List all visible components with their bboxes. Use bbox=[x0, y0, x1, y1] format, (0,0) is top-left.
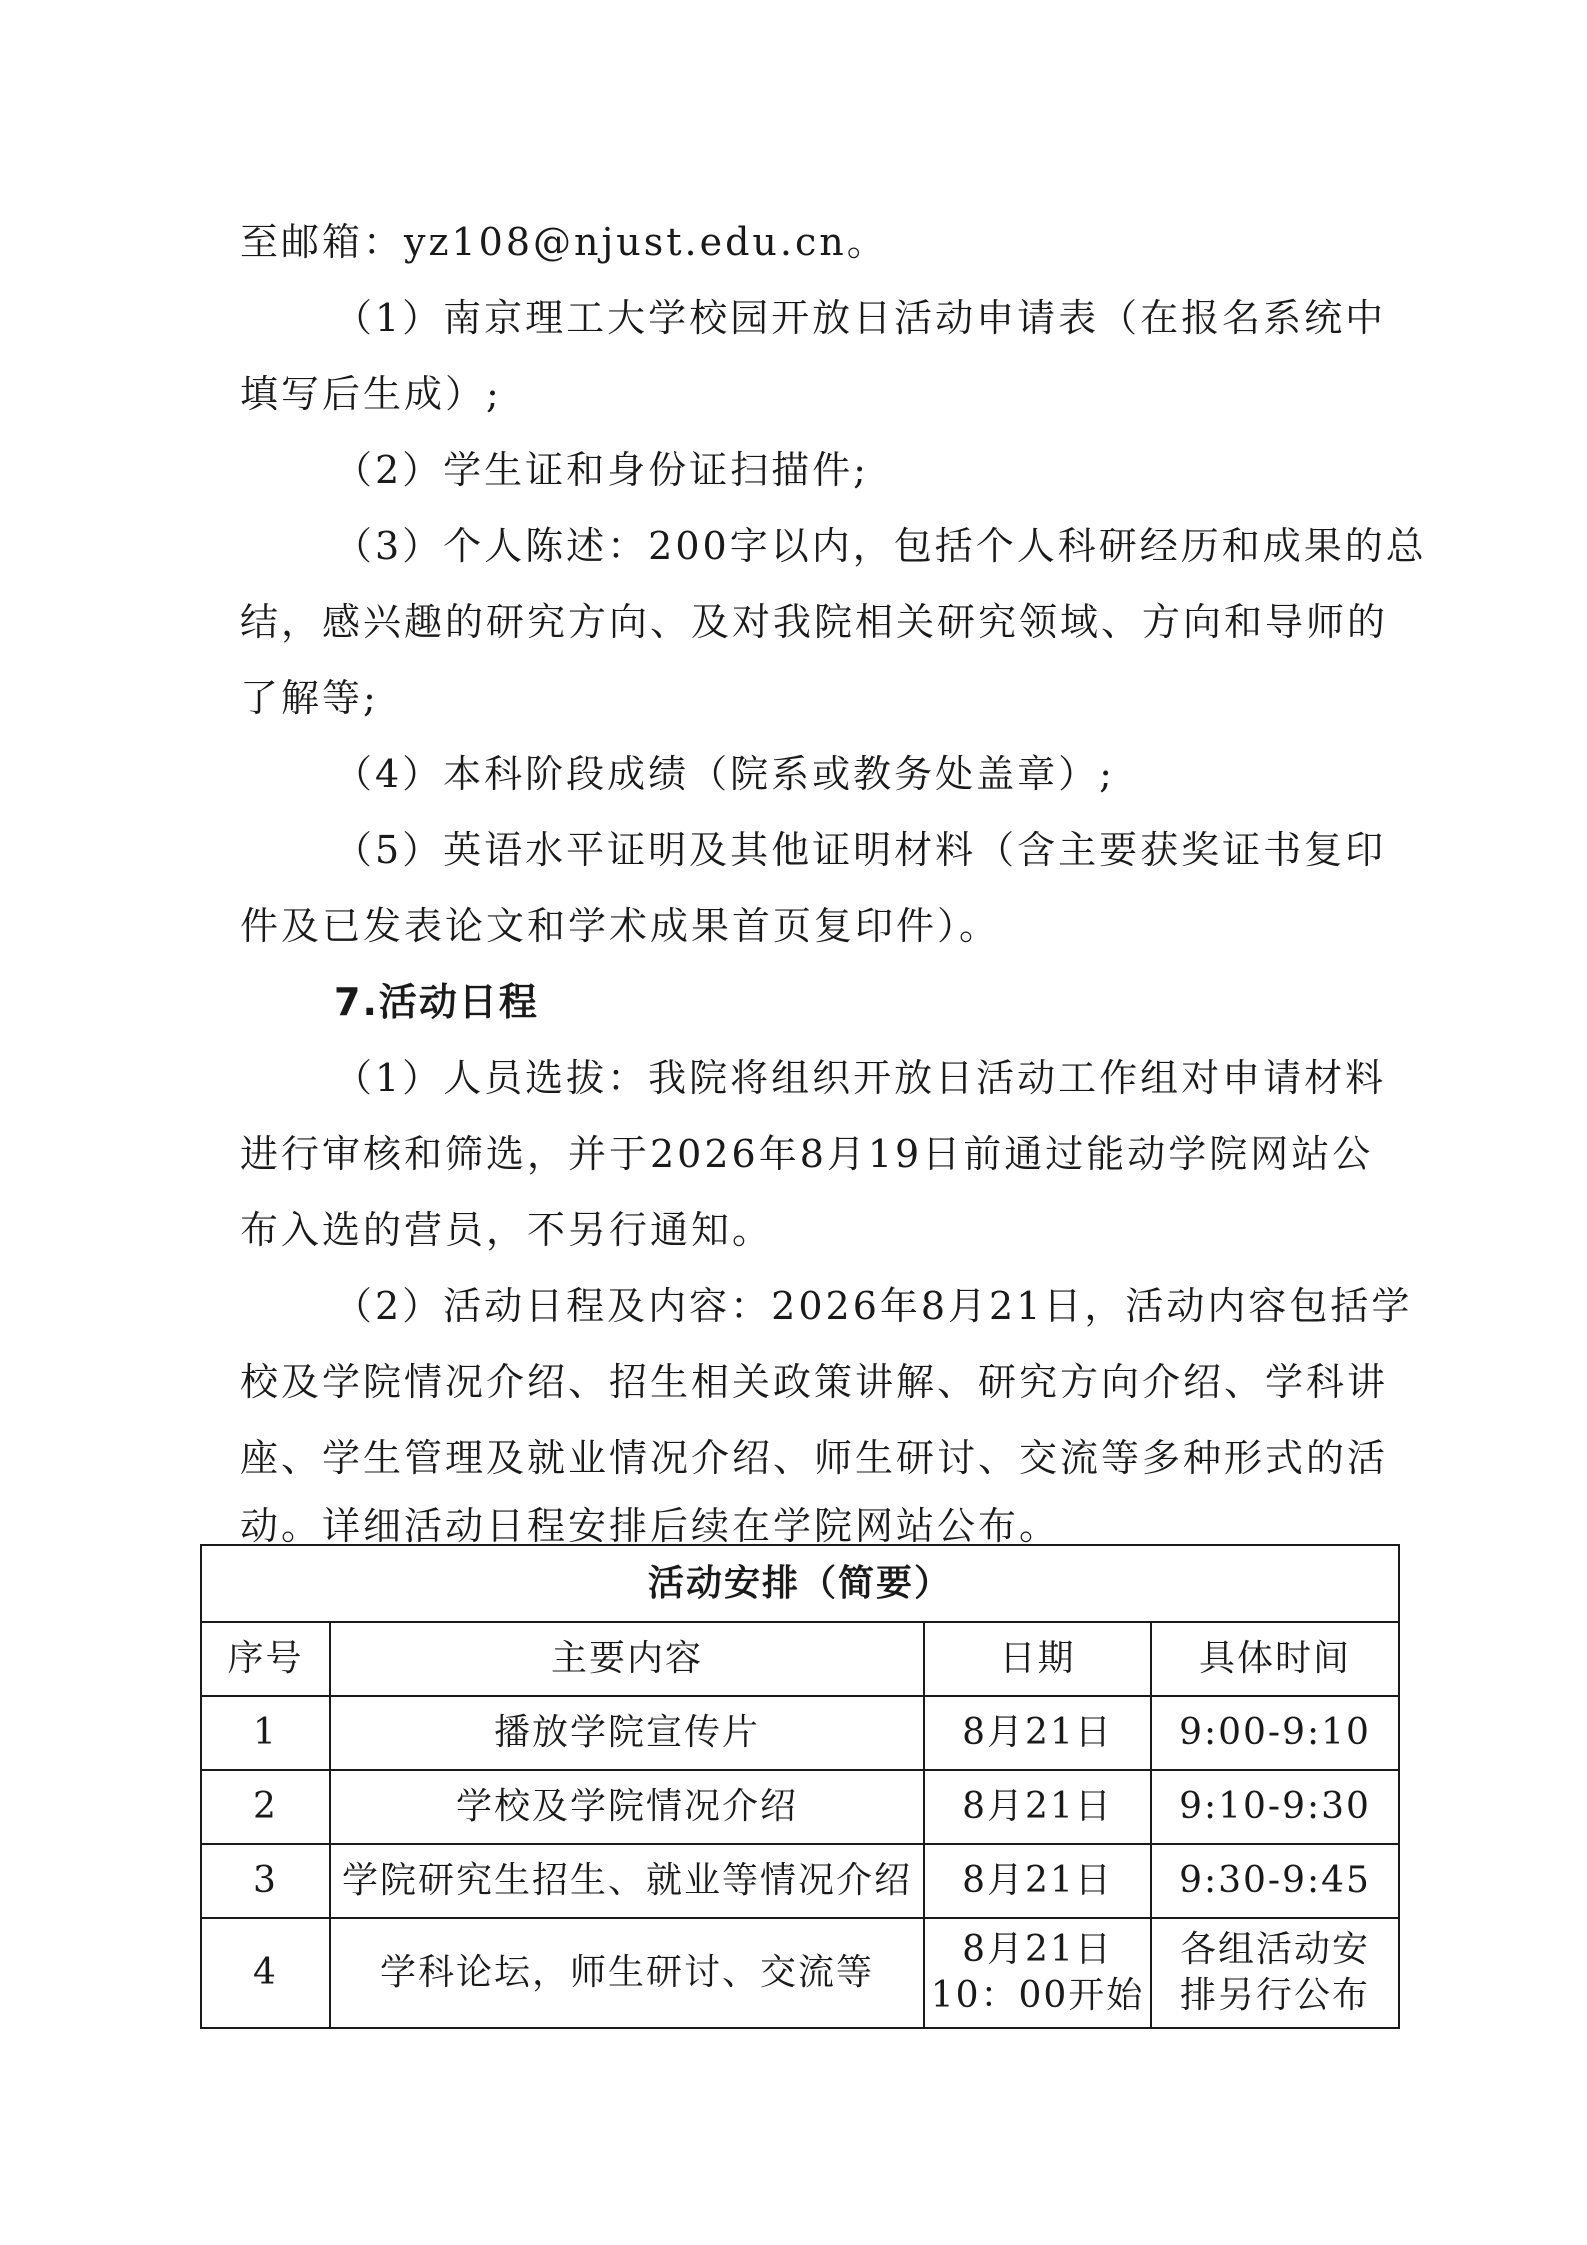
email-line: 至邮箱：yz108@njust.edu.cn。 bbox=[240, 220, 888, 264]
table-title-row bbox=[201, 1545, 1399, 1622]
row-date-line1: 8月21日 bbox=[962, 1929, 1113, 1970]
list-item-3: （3）个人陈述：200字以内，包括个人科研经历和成果的总 bbox=[334, 524, 1427, 568]
row-time bbox=[1151, 1918, 1399, 2028]
row-date bbox=[924, 1918, 1151, 2028]
row-number: 4 bbox=[201, 1918, 330, 2028]
row-time: 9:10-9:30 bbox=[1151, 1770, 1399, 1844]
section-heading: 7.活动日程 bbox=[334, 980, 539, 1024]
list-item-4: （4）本科阶段成绩（院系或教务处盖章）; bbox=[334, 752, 1115, 796]
list-item-5: （5）英语水平证明及其他证明材料（含主要获奖证书复印 bbox=[334, 828, 1387, 872]
row-time: 9:30-9:45 bbox=[1151, 1844, 1399, 1918]
row-date: 8月21日 bbox=[924, 1770, 1151, 1844]
schedule-item-2: （2）活动日程及内容：2026年8月21日，活动内容包括学 bbox=[334, 1284, 1413, 1328]
list-item-1: （1）南京理工大学校园开放日活动申请表（在报名系统中 bbox=[334, 296, 1387, 340]
row-time-line2: 排另行公布 bbox=[1180, 1975, 1371, 2016]
schedule-item-1-cont: 进行审核和筛选，并于2026年8月19日前通过能动学院网站公 bbox=[240, 1132, 1374, 1176]
table-row bbox=[201, 1696, 1399, 1770]
row-time: 9:00-9:10 bbox=[1151, 1696, 1399, 1770]
schedule-item-2-cont2: 座、学生管理及就业情况介绍、师生研讨、交流等多种形式的活 bbox=[240, 1436, 1389, 1480]
schedule-item-2-cont: 校及学院情况介绍、招生相关政策讲解、研究方向介绍、学科讲 bbox=[240, 1360, 1389, 1404]
table-row bbox=[201, 1844, 1399, 1918]
column-header: 日期 bbox=[924, 1622, 1151, 1696]
row-date: 8月21日 bbox=[924, 1696, 1151, 1770]
schedule-item-1: （1）人员选拔：我院将组织开放日活动工作组对申请材料 bbox=[334, 1056, 1387, 1100]
list-item-3-cont: 结，感兴趣的研究方向、及对我院相关研究领域、方向和导师的 bbox=[240, 600, 1389, 644]
row-time-line1: 各组活动安 bbox=[1180, 1929, 1371, 1970]
row-content: 学校及学院情况介绍 bbox=[330, 1770, 924, 1844]
row-number: 1 bbox=[201, 1696, 330, 1770]
schedule-item-2-cont3: 动。详细活动日程安排后续在学院网站公布。 bbox=[240, 1504, 1061, 1548]
row-date-line2: 10：00开始 bbox=[930, 1975, 1145, 2016]
row-date: 8月21日 bbox=[924, 1844, 1151, 1918]
list-item-3-cont2: 了解等; bbox=[240, 676, 379, 720]
table-row bbox=[201, 1918, 1399, 2028]
column-header: 序号 bbox=[201, 1622, 330, 1696]
column-header: 具体时间 bbox=[1151, 1622, 1399, 1696]
table-header-row bbox=[201, 1622, 1399, 1696]
column-header: 主要内容 bbox=[330, 1622, 924, 1696]
table-row bbox=[201, 1770, 1399, 1844]
list-item-1-cont: 填写后生成）; bbox=[240, 372, 502, 416]
row-content: 学科论坛，师生研讨、交流等 bbox=[330, 1918, 924, 2028]
list-item-2: （2）学生证和身份证扫描件; bbox=[334, 448, 869, 492]
schedule-item-1-cont2: 布入选的营员，不另行通知。 bbox=[240, 1208, 774, 1252]
list-item-5-cont: 件及已发表论文和学术成果首页复印件）。 bbox=[240, 904, 1001, 948]
schedule-table bbox=[200, 1544, 1400, 2029]
row-number: 2 bbox=[201, 1770, 330, 1844]
table-title: 活动安排（简要） bbox=[201, 1545, 1399, 1622]
row-content: 学院研究生招生、就业等情况介绍 bbox=[330, 1844, 924, 1918]
row-number: 3 bbox=[201, 1844, 330, 1918]
row-content: 播放学院宣传片 bbox=[330, 1696, 924, 1770]
